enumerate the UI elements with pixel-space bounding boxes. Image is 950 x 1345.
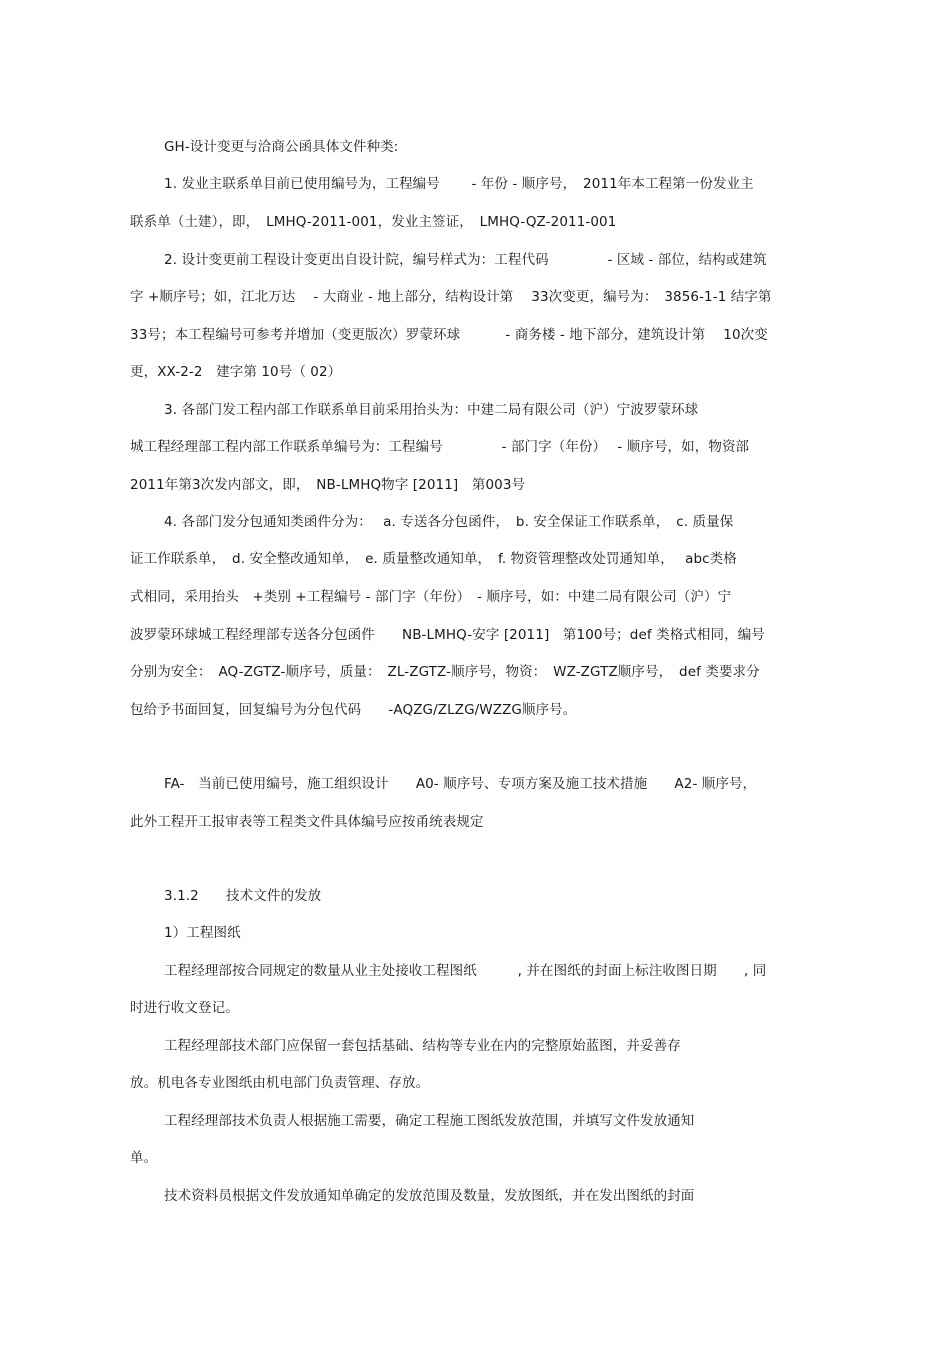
subsection-drawings: 1）工程图纸 [164, 925, 241, 941]
fa-line-2: 此外工程开工报审表等工程类文件具体编号应按甬统表规定 [130, 814, 484, 830]
para-1-line-1: 工程经理部按合同规定的数量从业主处接收工程图纸 , 并在图纸的封面上标注收图日期 , 同 [164, 963, 767, 979]
para-1-line-2: 时进行收文登记。 [130, 1000, 239, 1016]
para-2-line-1: 工程经理部技术部门应保留一套包括基础、结构等专业在内的完整原始蓝图，并妥善存 [164, 1038, 681, 1054]
item-4-line-4: 波罗蒙环球城工程经理部专送各分包函件 NB-LMHQ-安字 [2011] 第100号；def 类格式相同，编号 [130, 627, 765, 643]
item-4-line-1: 4. 各部门发分包通知类函件分为： a. 专送各分包函件， b. 安全保证工作联系单， c. 质量保 [164, 514, 734, 530]
item-2-line-4: 更，XX-2-2 建字第 10号（ 02） [130, 364, 342, 380]
item-4-line-6: 包给予书面回复，回复编号为分包代码 -AQZG/ZLZG/WZZG顺序号。 [130, 702, 577, 718]
para-3-line-2: 单。 [130, 1150, 158, 1166]
heading-gh-doc-types: GH-设计变更与洽商公函具体文件种类: [164, 139, 399, 155]
item-3-line-1: 3. 各部门发工程内部工作联系单目前采用抬头为：中建二局有限公司（沪）宁波罗蒙环球 [164, 402, 699, 418]
para-3-line-1: 工程经理部技术负责人根据施工需要，确定工程施工图纸发放范围，并填写文件发放通知 [164, 1113, 695, 1129]
fa-line-1: FA- 当前已使用编号，施工组织设计 A0- 顺序号、专项方案及施工技术措施 A2- 顺序号， [164, 776, 757, 792]
item-2-line-2: 字 +顺序号；如，江北万达 - 大商业 - 地上部分，结构设计第 33次变更，编号为： 3856-1-1 结字第 [130, 289, 772, 305]
item-4-line-3: 式相同，采用抬头 +类别 +工程编号 - 部门字（年份） - 顺序号，如：中建二局有限公司（沪）宁 [130, 589, 732, 605]
section-heading-3-1-2: 3.1.2 技术文件的发放 [164, 888, 322, 904]
para-2-line-2: 放。机电各专业图纸由机电部门负责管理、存放。 [130, 1075, 430, 1091]
item-3-line-2: 城工程经理部工程内部工作联系单编号为：工程编号 - 部门字（年份） - 顺序号，如，物资部 [130, 439, 750, 455]
para-4-line-1: 技术资料员根据文件发放通知单确定的发放范围及数量，发放图纸，并在发出图纸的封面 [164, 1188, 695, 1204]
item-4-line-5: 分别为安全： AQ-ZGTZ-顺序号，质量： ZL-ZGTZ-顺序号，物资： WZ-ZGTZ顺序号， def 类要求分 [130, 664, 760, 680]
item-1-line-1: 1. 发业主联系单目前已使用编号为，工程编号 - 年份 - 顺序号， 2011年本工程第一份发业主 [164, 176, 754, 192]
item-4-line-2: 证工作联系单， d. 安全整改通知单， e. 质量整改通知单， f. 物资管理整改处罚通知单， abc类格 [130, 551, 737, 567]
item-3-line-3: 2011年第3次发内部文，即， NB-LMHQ物字 [2011] 第003号 [130, 477, 526, 493]
item-2-line-3: 33号；本工程编号可参考并增加（变更版次）罗蒙环球 - 商务楼 - 地下部分，建筑设计第 10次变 [130, 327, 768, 343]
item-1-line-2: 联系单（土建），即， LMHQ-2011-001，发业主签证， LMHQ-QZ-2011-001 [130, 214, 617, 230]
item-2-line-1: 2. 设计变更前工程设计变更出自设计院，编号样式为：工程代码 - 区域 - 部位，结构或建筑 [164, 252, 767, 268]
